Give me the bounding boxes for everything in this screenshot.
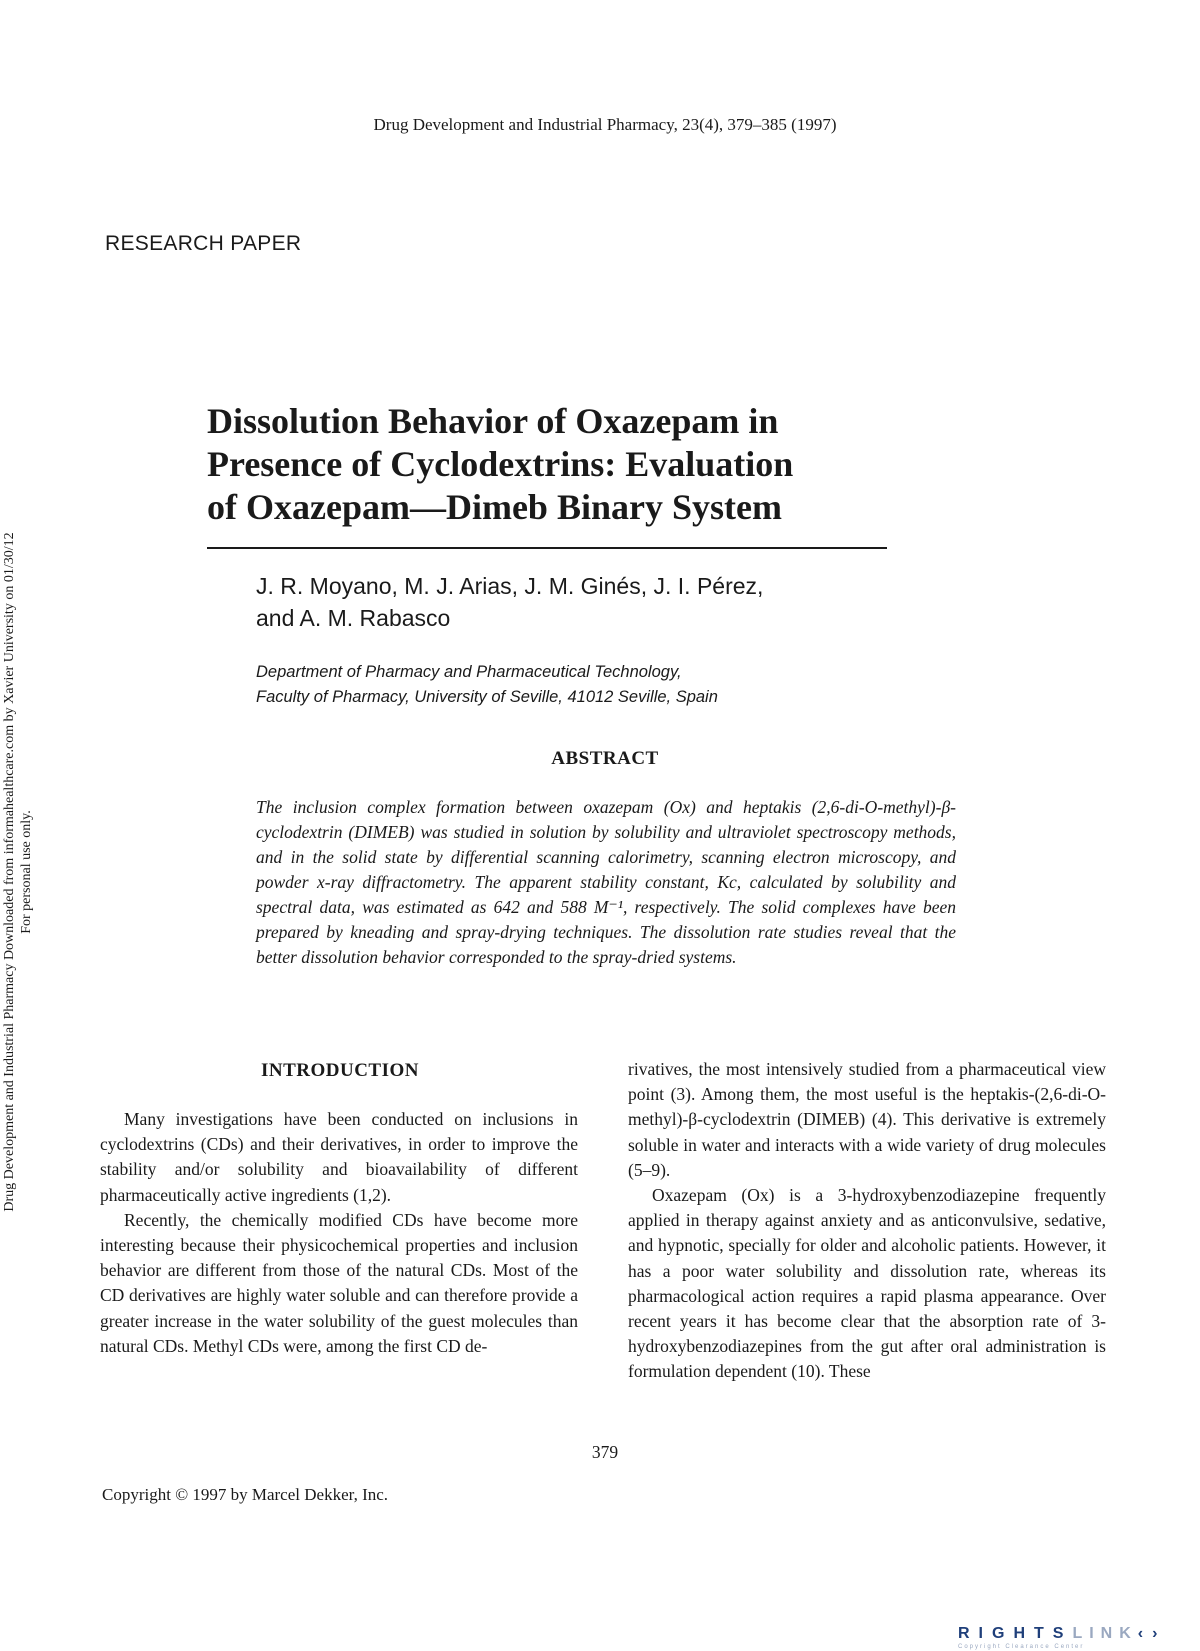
introduction-heading: INTRODUCTION [260, 1060, 420, 1081]
body-paragraph: Many investigations have been conducted on inclusions in cyclodextrins (CDs) and their derivatives, in order to improve the stability and/or solubility and bioavailability of different pharmaceutically active ingredients (1,2). [100, 1109, 578, 1205]
download-notice-line: For personal use only. [19, 810, 34, 934]
body-paragraph: rivatives, the most intensively studied from a pharmaceutical view point (3). Among them, the most useful is the heptakis-(2,6-di-O-methyl)-β-cyclodextrin (DIMEB) (4). This derivative is extremely soluble in water and interacts with a wide variety of drug molecules (5–9). [628, 1059, 1106, 1180]
body-column-left [100, 1107, 578, 1359]
affiliation-line: Faculty of Pharmacy, University of Seville, 41012 Seville, Spain [256, 688, 718, 706]
body-paragraph: Recently, the chemically modified CDs have become more interesting because their physicochemical properties and inclusion behavior are different from those of the natural CDs. Most of the CD derivatives are highly water soluble and can therefore provide a greater increase in the water solubility of the guest molecules than natural CDs. Methyl CDs were, among the first CD de- [100, 1209, 578, 1356]
title-line: Dissolution Behavior of Oxazepam in [207, 401, 779, 441]
abstract-heading: ABSTRACT [551, 748, 659, 769]
title-line: of Oxazepam—Dimeb Binary System [207, 487, 782, 527]
author-list [256, 570, 876, 634]
rightslink-logo[interactable] [958, 1625, 1166, 1650]
title-divider [207, 547, 887, 549]
author-line: J. R. Moyano, M. J. Arias, J. M. Ginés, J. I. Pérez, [256, 573, 764, 599]
section-type-label: RESEARCH PAPER [105, 232, 302, 255]
logo-text-link: LINK [1072, 1625, 1138, 1642]
download-notice [1, 532, 35, 1211]
logo-arrow-icon: ‹› [1137, 1625, 1167, 1642]
logo-tagline: Copyright Clearance Center [958, 1644, 1085, 1650]
copyright-notice: Copyright © 1997 by Marcel Dekker, Inc. [102, 1485, 389, 1504]
abstract-text: The inclusion complex formation between oxazepam (Ox) and heptakis (2,6-di-O-methyl)-β-cyclodextrin (DIMEB) was studied in solution by solubility and ultraviolet spectroscopy methods, and in the solid state by differential scanning calorimetry, scanning electron microscopy, and powder x-ray diffractometry. The apparent stability constant, Kc, calculated by solubility and spectral data, was estimated as 642 and 588 M⁻¹, respectively. The solid complexes have been prepared by kneading and spray-drying techniques. The dissolution rate studies reveal that the better dissolution behavior corresponded to the spray-dried systems. [256, 797, 956, 967]
journal-citation: Drug Development and Industrial Pharmacy, 23(4), 379–385 (1997) [373, 115, 837, 134]
download-notice-line: Drug Development and Industrial Pharmacy Downloaded from informahealthcare.com by Xavier University on 01/30/12 [2, 532, 17, 1212]
author-line: and A. M. Rabasco [256, 605, 451, 631]
logo-text-rights: RIGHTS [958, 1625, 1073, 1642]
affiliation-line: Department of Pharmacy and Pharmaceutical Technology, [256, 663, 682, 681]
article-title [207, 400, 887, 529]
body-column-right [628, 1057, 1106, 1385]
page-number: 379 [591, 1442, 619, 1462]
body-paragraph: Oxazepam (Ox) is a 3-hydroxybenzodiazepine frequently applied in therapy against anxiety and as anticonvulsive, sedative, and hypnotic, specially for older and alcoholic patients. However, it has a poor water solubility and dissolution rate, whereas its pharmacological action requires a rapid plasma appearance. Over recent years it has become clear that the absorption rate of 3-hydroxybenzodiazepines from the gut after oral administration is formulation dependent (10). These [628, 1185, 1106, 1382]
title-line: Presence of Cyclodextrins: Evaluation [207, 444, 794, 484]
affiliation [256, 660, 876, 710]
